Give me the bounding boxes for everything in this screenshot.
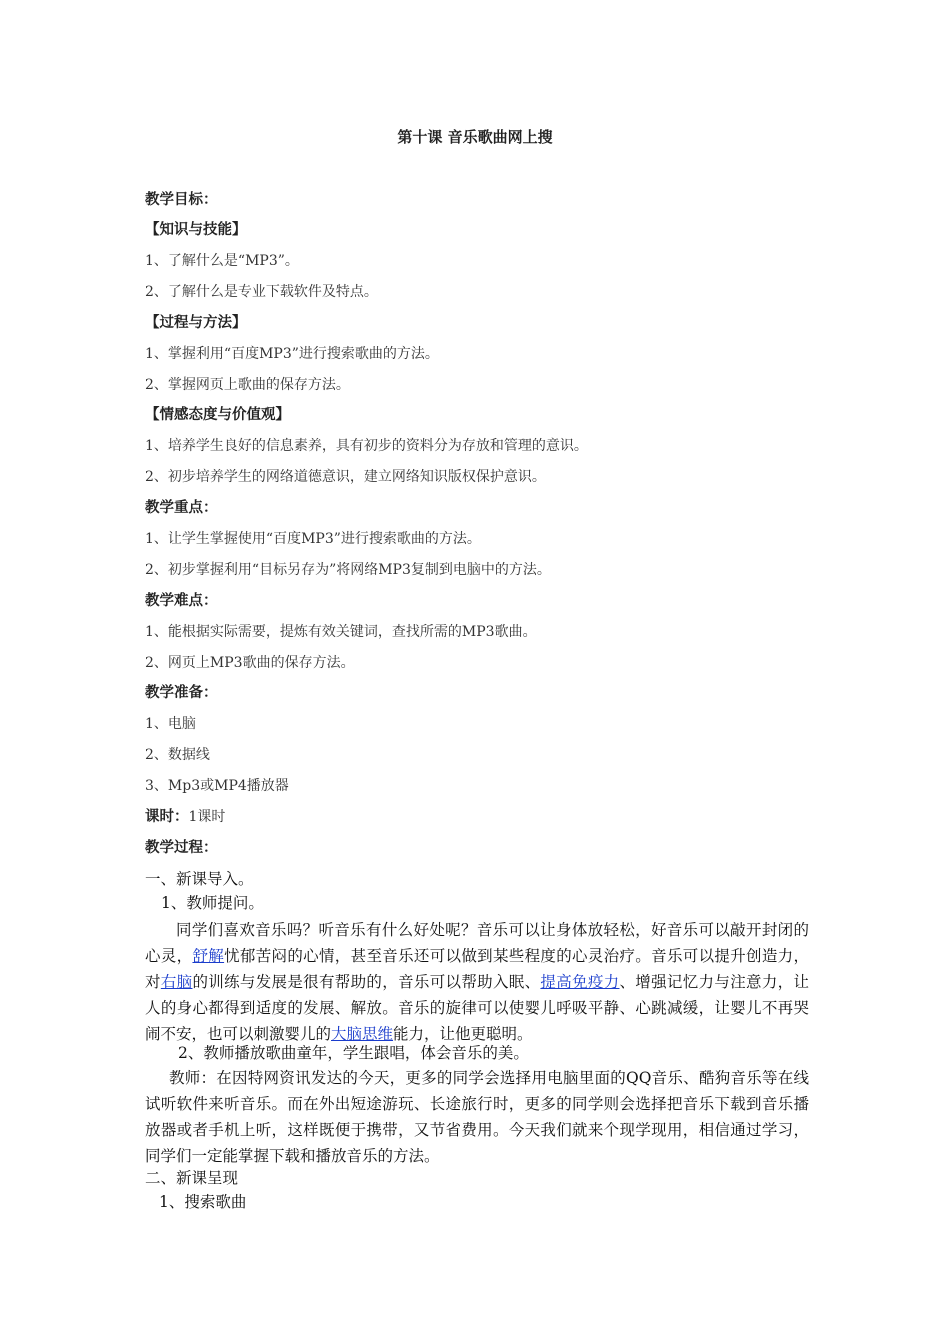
section-heading: 二、新课呈现 bbox=[145, 1169, 239, 1187]
period-value: 1课时 bbox=[188, 809, 226, 825]
list-item: 2、数据线 bbox=[145, 747, 210, 763]
key-points-heading: 教学重点： bbox=[145, 500, 218, 516]
list-item: 1、了解什么是“MP3”。 bbox=[145, 253, 299, 269]
section-heading: 一、新课导入。 bbox=[145, 870, 254, 888]
list-item: 1、让学生掌握使用“百度MP3”进行搜索歌曲的方法。 bbox=[145, 531, 481, 547]
list-item: 2、初步掌握利用“目标另存为”将网络MP3复制到电脑中的方法。 bbox=[145, 562, 551, 578]
list-item: 1、电脑 bbox=[145, 716, 196, 732]
objectives-heading: 教学目标： bbox=[145, 192, 218, 208]
list-item: 2、了解什么是专业下载软件及特点。 bbox=[145, 284, 378, 300]
step-heading: 1、教师提问。 bbox=[161, 894, 264, 912]
list-item: 1、培养学生良好的信息素养，具有初步的资料分为存放和管理的意识。 bbox=[145, 438, 588, 454]
difficulties-heading: 教学难点： bbox=[145, 593, 218, 609]
list-item: 1、掌握利用“百度MP3”进行搜索歌曲的方法。 bbox=[145, 346, 439, 362]
list-item: 2、网页上MP3歌曲的保存方法。 bbox=[145, 655, 355, 671]
list-item: 2、初步培养学生的网络道德意识，建立网络知识版权保护意识。 bbox=[145, 469, 546, 485]
teacher-paragraph: 教师：在因特网资讯发达的今天，更多的同学会选择用电脑里面的QQ音乐、酷狗音乐等在线试听软件来听音乐。而在外出短途游玩、长途旅行时，更多的同学则会选择把音乐下载到音乐播放器或者手机上听，这样既便于携带，又节省费用。今天我们就来个现学现用，相信通过学习，同学们一定能掌握下载和播放音乐的方法。 bbox=[145, 1069, 809, 1165]
procedure-heading: 教学过程： bbox=[145, 840, 218, 856]
link-danaosiwei[interactable]: 大脑思维 bbox=[331, 1025, 394, 1043]
step-heading: 1、搜索歌曲 bbox=[159, 1193, 247, 1211]
page-title: 第十课 音乐歌曲网上搜 bbox=[397, 128, 553, 146]
list-item: 2、掌握网页上歌曲的保存方法。 bbox=[145, 377, 350, 393]
period-line bbox=[145, 807, 225, 827]
list-item: 1、能根据实际需要，提炼有效关键词，查找所需的MP3歌曲。 bbox=[145, 624, 537, 640]
step-heading: 2、教师播放歌曲童年，学生跟唱，体会音乐的美。 bbox=[178, 1044, 529, 1062]
process-heading: 【过程与方法】 bbox=[145, 315, 247, 331]
preparation-heading: 教学准备： bbox=[145, 685, 218, 701]
link-shujie[interactable]: 舒解 bbox=[192, 947, 225, 965]
list-item: 3、Mp3或MP4播放器 bbox=[145, 778, 289, 794]
period-label: 课时： bbox=[145, 809, 189, 825]
knowledge-heading: 【知识与技能】 bbox=[145, 222, 247, 238]
link-younao[interactable]: 右脑 bbox=[160, 973, 193, 991]
emotion-heading: 【情感态度与价值观】 bbox=[145, 407, 290, 423]
intro-paragraph: 同学们喜欢音乐吗？听音乐有什么好处呢？音乐可以让身体放轻松，好音乐可以敲开封闭的心灵，舒解忧郁苦闷的心情，甚至音乐还可以做到某些程度的心灵治疗。音乐可以提升创造力，对右脑的训练与发展是很有帮助的，音乐可以帮助入眠、提高免疫力、增强记忆力与注意力，让人的身心都得到适度的发展、解放。音乐的旋律可以使婴儿呼吸平静、心跳减缓，让婴儿不再哭闹不安，也可以刺激婴儿的大脑思维能力，让他更聪明。 bbox=[145, 921, 809, 1043]
link-mianyili[interactable]: 提高免疫力 bbox=[540, 973, 620, 991]
